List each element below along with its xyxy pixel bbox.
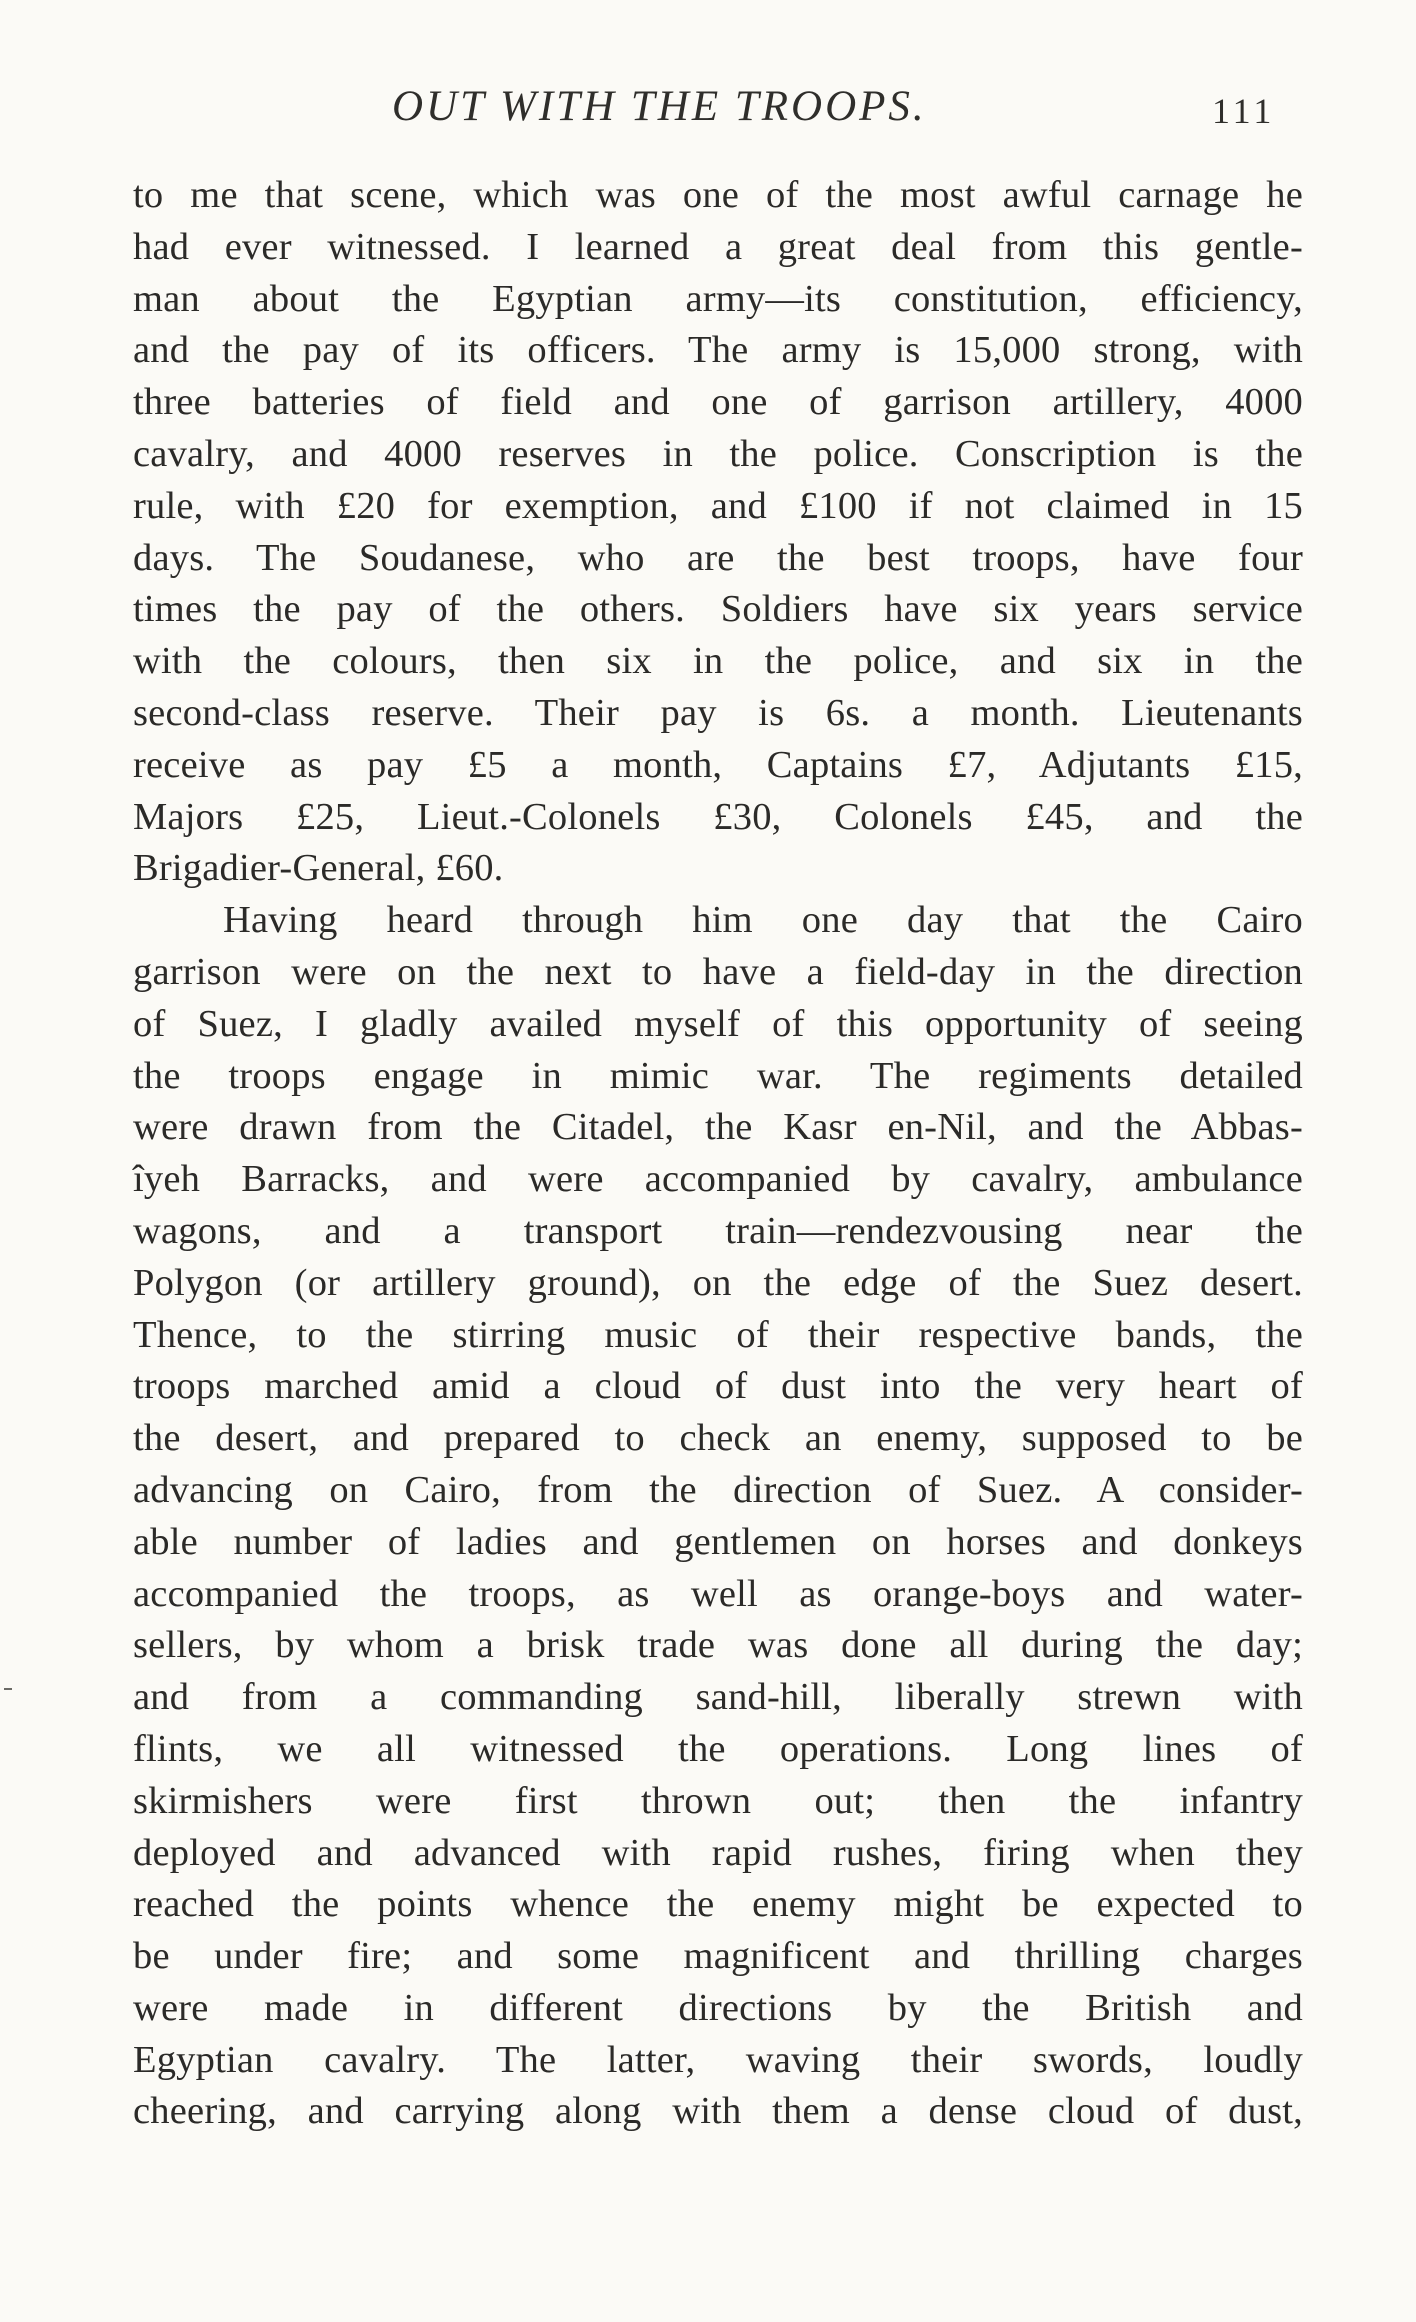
page-number: 111 [1212,91,1276,131]
text-line: flints, we all witnessed the operations. Long lines of [133,1727,1303,1770]
text-line: were drawn from the Citadel, the Kasr en-Nil, and the Abbas- [133,1106,1303,1149]
text-line: second-class reserve. Their pay is 6s. a month. Lieutenants [133,691,1303,734]
text-line: days. The Soudanese, who are the best troops, have four [133,536,1303,579]
text-line: Majors £25, Lieut.-Colonels £30, Colonels £45, and the [133,795,1303,838]
running-title: OUT WITH THE TROOPS. [392,83,927,130]
text-line: cheering, and carrying along with them a dense cloud of dust, [133,2090,1303,2133]
text-line: garrison were on the next to have a field-day in the direction [133,950,1303,993]
text-line: accompanied the troops, as well as orange-boys and water- [133,1572,1303,1615]
text-line: three batteries of field and one of garrison artillery, 4000 [133,381,1303,424]
text-line: the desert, and prepared to check an enemy, supposed to be [133,1417,1303,1460]
text-line: troops marched amid a cloud of dust into the very heart of [133,1365,1303,1408]
text-line: wagons, and a transport train—rendezvousing near the [133,1209,1303,1252]
text-line: times the pay of the others. Soldiers have six years service [133,588,1303,631]
text-line: Having heard through him one day that the Cairo [223,899,1303,942]
text-line: îyeh Barracks, and were accompanied by cavalry, ambulance [133,1158,1303,1201]
text-line: Brigadier-General, £60. [133,847,504,890]
text-line: the troops engage in mimic war. The regiments detailed [133,1054,1303,1097]
text-line: and the pay of its officers. The army is 15,000 strong, with [133,329,1303,372]
text-line: sellers, by whom a brisk trade was done all during the day; [133,1624,1303,1667]
text-line: man about the Egyptian army—its constitution, efficiency, [133,277,1303,320]
text-line: advancing on Cairo, from the direction of Suez. A consider- [133,1468,1303,1511]
text-line: to me that scene, which was one of the most awful carnage he [133,174,1303,216]
text-line: cavalry, and 4000 reserves in the police. Conscription is the [133,432,1303,475]
body-text [133,170,1303,2138]
text-line: and from a commanding sand-hill, liberally strewn with [133,1676,1303,1719]
text-line: of Suez, I gladly availed myself of this opportunity of seeing [133,1002,1303,1045]
text-line: deployed and advanced with rapid rushes, firing when they [133,1831,1303,1874]
text-line: Polygon (or artillery ground), on the edge of the Suez desert. [133,1261,1303,1304]
text-line: skirmishers were first thrown out; then the infantry [133,1779,1303,1822]
text-line: were made in different directions by the British and [133,1986,1303,2029]
text-line: had ever witnessed. I learned a great deal from this gentle- [133,225,1303,268]
text-line: be under fire; and some magnificent and thrilling charges [133,1935,1303,1978]
text-line: rule, with £20 for exemption, and £100 if not claimed in 15 [133,484,1303,527]
margin-mark [4,1688,12,1690]
text-line: with the colours, then six in the police, and six in the [133,640,1303,683]
text-line: Egyptian cavalry. The latter, waving their swords, loudly [133,2038,1303,2081]
text-line: able number of ladies and gentlemen on horses and donkeys [133,1520,1303,1563]
text-line: receive as pay £5 a month, Captains £7, Adjutants £15, [133,743,1303,786]
text-line: reached the points whence the enemy might be expected to [133,1883,1303,1926]
text-line: Thence, to the stirring music of their respective bands, the [133,1313,1303,1356]
running-head [0,82,1416,142]
